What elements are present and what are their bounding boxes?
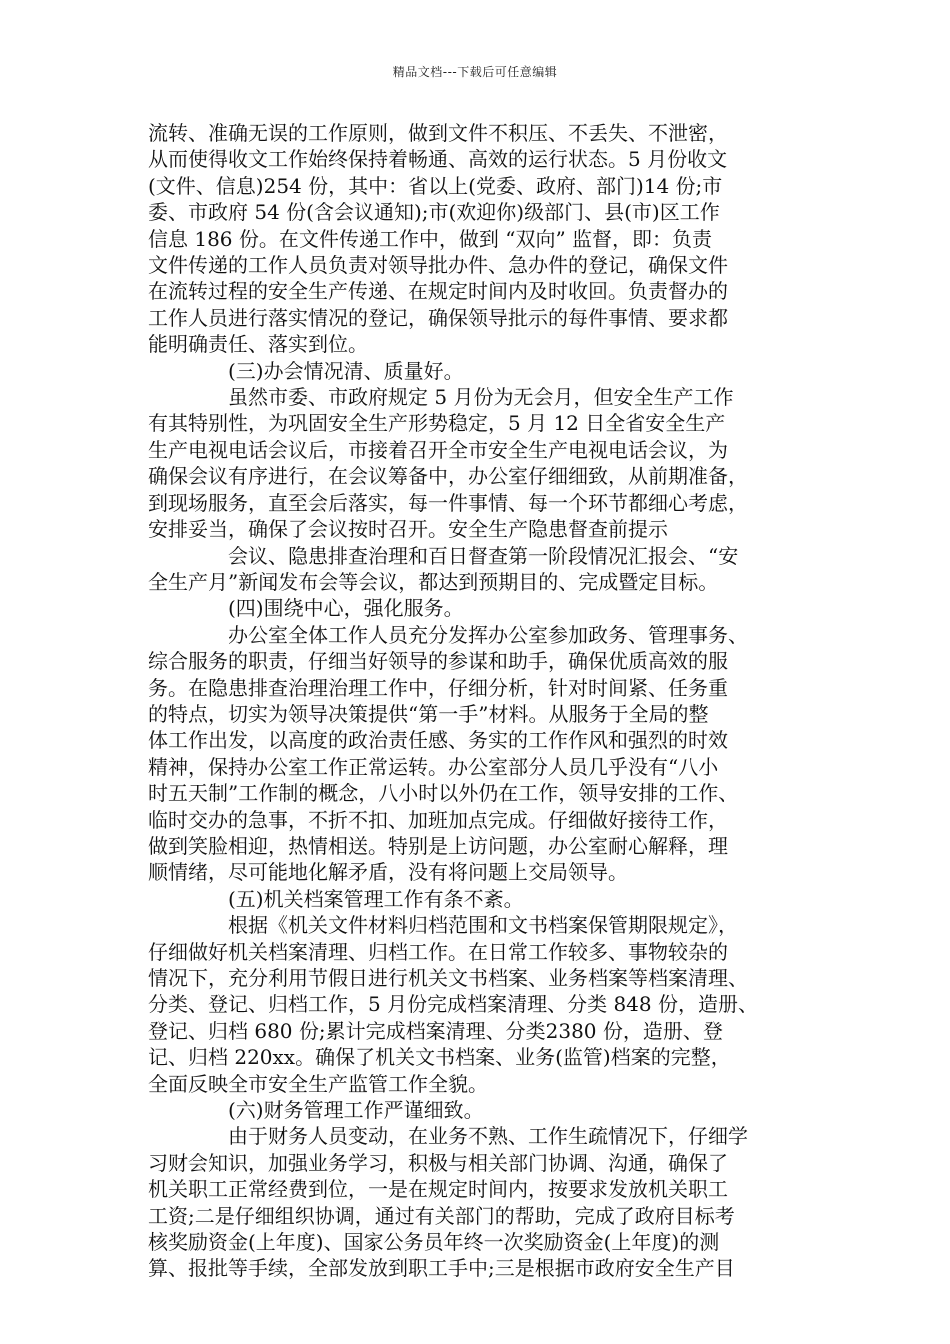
text-line: 临时交办的急事，不折不扣、加班加点完成。仔细做好接待工作， [148, 807, 728, 832]
text-line: 全生产月”新闻发布会等会议，都达到预期目的、完成暨定目标。 [148, 569, 719, 594]
section-heading: (六)财务管理工作严谨细致。 [228, 1098, 484, 1123]
text-line: 到现场服务，直至会后落实，每一件事情、每一个环节都细心考虑， [148, 490, 748, 515]
text-line: 工作人员进行落实情况的登记，确保领导批示的每件事情、要求都 [148, 305, 728, 330]
text-line: 登记、归档 680 份;累计完成档案清理、分类2380 份，造册、登 [148, 1018, 723, 1043]
text-line: 委、市政府 54 份(含会议通知);市(欢迎你)级部门、县(市)区工作 [148, 200, 720, 225]
text-line: 务。在隐患排查治理治理工作中，仔细分析，针对时间紧、任务重 [148, 675, 728, 700]
text-line: 确保会议有序进行，在会议筹备中，办公室仔细细致，从前期准备， [148, 464, 748, 489]
text-line: 分类、登记、归档工作，5 月份完成档案清理、分类 848 份，造册、 [148, 992, 758, 1017]
paragraph-first-line: 办公室全体工作人员充分发挥办公室参加政务、管理事务、 [228, 622, 748, 647]
text-line: 信息 186 份。在文件传递工作中，做到 “双向” 监督，即：负责 [148, 226, 713, 251]
text-line: 有其特别性，为巩固安全生产形势稳定，5 月 12 日全省安全生产 [148, 411, 726, 436]
text-line: 仔细做好机关档案清理、归档工作。在日常工作较多、事物较杂的 [148, 939, 728, 964]
text-line: 能明确责任、落实到位。 [148, 332, 368, 357]
text-line: 算、报批等手续，全部发放到职工手中;三是根据市政府安全生产目 [148, 1256, 735, 1281]
paragraph-first-line: 会议、隐患排查治理和百日督查第一阶段情况汇报会、“安 [228, 543, 739, 568]
section-heading: (三)办会情况清、质量好。 [228, 358, 464, 383]
page-header: 精品文档---下载后可任意编辑 [392, 65, 558, 79]
paragraph-first-line: 根据《机关文件材料归档范围和文书档案保管期限规定》， [228, 913, 738, 938]
text-line: 顺情绪，尽可能地化解矛盾，没有将问题上交局领导。 [148, 860, 628, 885]
text-line: 记、归档 220xx。确保了机关文书档案、业务(监管)档案的完整， [148, 1045, 731, 1070]
document-body [148, 120, 808, 1282]
text-line: 做到笑脸相迎，热情相送。特别是上访问题，办公室耐心解释，理 [148, 833, 728, 858]
text-line: 核奖励资金(上年度)、国家公务员年终一次奖励资金(上年度)的测 [148, 1230, 720, 1255]
text-line: 生产电视电话会议后，市接着召开全市安全生产电视电话会议，为 [148, 437, 728, 462]
text-line: 情况下，充分利用节假日进行机关文书档案、业务档案等档案清理、 [148, 966, 748, 990]
text-line: 机关职工正常经费到位，一是在规定时间内，按要求发放机关职工 [148, 1177, 728, 1202]
section-heading: (五)机关档案管理工作有条不紊。 [228, 886, 524, 911]
text-line: 从而使得收文工作始终保持着畅通、高效的运行状态。5 月份收文 [148, 147, 728, 172]
paragraph-first-line: 虽然市委、市政府规定 5 月份为无会月，但安全生产工作 [228, 385, 734, 410]
text-line: 体工作出发，以高度的政治责任感、务实的工作作风和强烈的时效 [148, 728, 728, 753]
text-line: 文件传递的工作人员负责对领导批办件、急办件的登记，确保文件 [148, 253, 728, 278]
text-line: 习财会知识，加强业务学习，积极与相关部门协调、沟通，确保了 [148, 1150, 728, 1175]
text-line: (文件、信息)254 份，其中：省以上(党委、政府、部门)14 份;市 [148, 173, 723, 198]
paragraph-first-line: 由于财务人员变动，在业务不熟、工作生疏情况下，仔细学 [228, 1124, 748, 1149]
text-line: 的特点，切实为领导决策提供“第一手”材料。从服务于全局的整 [148, 701, 709, 726]
text-line: 流转、准确无误的工作原则，做到文件不积压、不丢失、不泄密， [148, 121, 728, 145]
text-line: 全面反映全市安全生产监管工作全貌。 [148, 1071, 488, 1096]
text-line: 在流转过程的安全生产传递、在规定时间内及时收回。负责督办的 [148, 279, 728, 304]
text-line: 综合服务的职责，仔细当好领导的参谋和助手，确保优质高效的服 [148, 649, 728, 674]
text-line: 工资;二是仔细组织协调，通过有关部门的帮助，完成了政府目标考 [148, 1203, 735, 1228]
text-line: 精神，保持办公室工作正常运转。办公室部分人员几乎没有“八小 [148, 754, 719, 779]
text-line: 时五天制”工作制的概念，八小时以外仍在工作，领导安排的工作、 [148, 781, 739, 806]
text-line: 安排妥当，确保了会议按时召开。安全生产隐患督查前提示 [148, 517, 668, 542]
section-heading: (四)围绕中心，强化服务。 [228, 596, 464, 621]
